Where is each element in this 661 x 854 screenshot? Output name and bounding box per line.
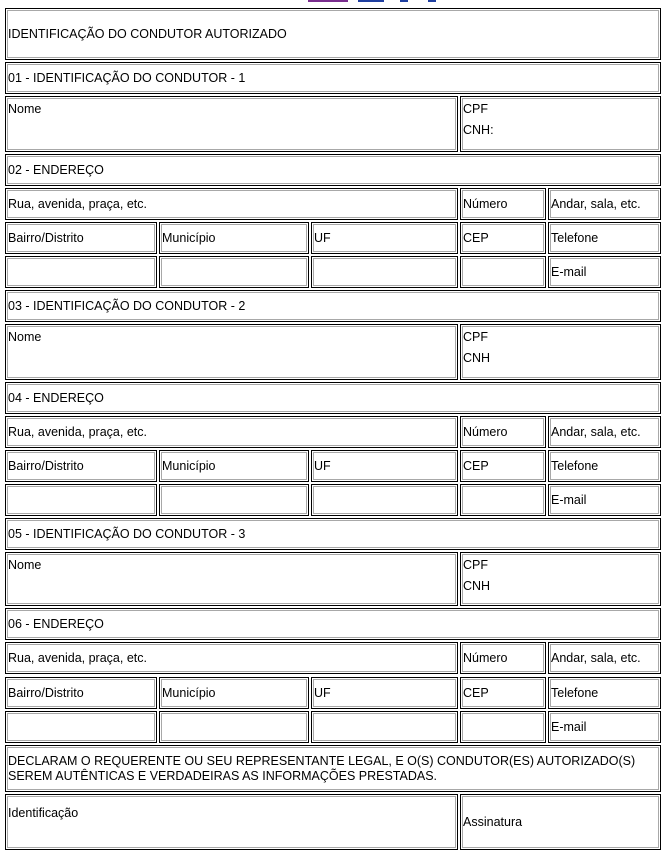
andar-label: Andar, sala, etc.: [551, 197, 641, 211]
assinatura-label: Assinatura: [463, 815, 523, 829]
rua-field-1[interactable]: [5, 188, 458, 220]
email-label: E-mail: [551, 493, 587, 507]
municipio-label: Município: [162, 231, 216, 245]
cep-input-1[interactable]: [460, 256, 546, 288]
cpf-label: CPF: [463, 330, 488, 344]
section-header-endereco-2: 04 - ENDEREÇO: [5, 382, 661, 414]
andar-label: Andar, sala, etc.: [551, 651, 641, 665]
nome-field-1[interactable]: [5, 96, 458, 152]
assinatura-field[interactable]: [460, 794, 661, 850]
section-header-condutor-1: 01 - IDENTIFICAÇÃO DO CONDUTOR - 1: [5, 62, 661, 94]
andar-field-3[interactable]: [548, 642, 661, 674]
telefone-field-2[interactable]: [548, 450, 661, 482]
numero-label: Número: [463, 425, 508, 439]
nome-label: Nome: [8, 330, 42, 344]
email-field-2[interactable]: [548, 484, 661, 516]
bairro-field-1[interactable]: [5, 222, 157, 254]
section-header-condutor-3: 05 - IDENTIFICAÇÃO DO CONDUTOR - 3: [5, 518, 661, 550]
email-field-3[interactable]: [548, 711, 661, 743]
uf-input-3[interactable]: [311, 711, 458, 743]
cep-input-2[interactable]: [460, 484, 546, 516]
bairro-input-2[interactable]: [5, 484, 157, 516]
numero-label: Número: [463, 651, 508, 665]
email-label: E-mail: [551, 720, 587, 734]
cep-field-3[interactable]: [460, 677, 546, 709]
section-header-endereco-1: 02 - ENDEREÇO: [5, 154, 661, 186]
nome-label: Nome: [8, 102, 42, 116]
cutoff-mark: [428, 0, 436, 2]
cnh-label: CNH: [463, 579, 491, 593]
andar-field-1[interactable]: [548, 188, 661, 220]
uf-label: UF: [314, 231, 331, 245]
nome-label: Nome: [8, 558, 42, 572]
numero-label: Número: [463, 197, 508, 211]
cep-field-2[interactable]: [460, 450, 546, 482]
section-header-endereco-3: 06 - ENDEREÇO: [5, 608, 661, 640]
telefone-field-3[interactable]: [548, 677, 661, 709]
uf-field-3[interactable]: [311, 677, 458, 709]
telefone-label: Telefone: [551, 231, 599, 245]
cpf-label: CPF: [463, 102, 488, 116]
cpf-label: CPF: [463, 558, 488, 572]
rua-field-2[interactable]: [5, 416, 458, 448]
cpf-cnh-field-3[interactable]: [460, 552, 661, 606]
email-label: E-mail: [551, 265, 587, 279]
cep-label: CEP: [463, 686, 489, 700]
bairro-label: Bairro/Distrito: [8, 459, 84, 473]
cutoff-mark: [400, 0, 408, 2]
form-title: IDENTIFICAÇÃO DO CONDUTOR AUTORIZADO: [5, 8, 661, 60]
municipio-input-3[interactable]: [159, 711, 309, 743]
bairro-input-3[interactable]: [5, 711, 157, 743]
numero-field-3[interactable]: [460, 642, 546, 674]
cpf-cnh-field-2[interactable]: [460, 324, 661, 380]
declaration-text: DECLARAM O REQUERENTE OU SEU REPRESENTANTE LEGAL, E O(S) CONDUTOR(ES) AUTORIZADO(S) SEREM AUTÊNTICAS E VERDADEIRAS AS INFORMAÇÕES PRESTADAS.: [5, 745, 661, 792]
municipio-label: Município: [162, 686, 216, 700]
andar-field-2[interactable]: [548, 416, 661, 448]
top-cutoff-marks: [0, 0, 661, 5]
uf-label: UF: [314, 459, 331, 473]
cnh-label: CNH: [463, 351, 491, 365]
cutoff-mark: [308, 0, 348, 2]
cep-input-3[interactable]: [460, 711, 546, 743]
numero-field-1[interactable]: [460, 188, 546, 220]
municipio-field-2[interactable]: [159, 450, 309, 482]
municipio-input-1[interactable]: [159, 256, 309, 288]
cep-label: CEP: [463, 459, 489, 473]
email-field-1[interactable]: [548, 256, 661, 288]
rua-field-3[interactable]: [5, 642, 458, 674]
section-header-condutor-2: 03 - IDENTIFICAÇÃO DO CONDUTOR - 2: [5, 290, 661, 322]
cpf-cnh-field-1[interactable]: [460, 96, 661, 152]
municipio-field-3[interactable]: [159, 677, 309, 709]
nome-field-3[interactable]: [5, 552, 458, 606]
numero-field-2[interactable]: [460, 416, 546, 448]
municipio-field-1[interactable]: [159, 222, 309, 254]
cep-label: CEP: [463, 231, 489, 245]
uf-input-2[interactable]: [311, 484, 458, 516]
bairro-field-3[interactable]: [5, 677, 157, 709]
uf-field-2[interactable]: [311, 450, 458, 482]
telefone-field-1[interactable]: [548, 222, 661, 254]
uf-field-1[interactable]: [311, 222, 458, 254]
telefone-label: Telefone: [551, 686, 599, 700]
cnh-label: CNH:: [463, 123, 494, 137]
bairro-label: Bairro/Distrito: [8, 231, 84, 245]
municipio-label: Município: [162, 459, 216, 473]
nome-field-2[interactable]: [5, 324, 458, 380]
rua-label: Rua, avenida, praça, etc.: [8, 197, 147, 211]
bairro-field-2[interactable]: [5, 450, 157, 482]
bairro-input-1[interactable]: [5, 256, 157, 288]
telefone-label: Telefone: [551, 459, 599, 473]
rua-label: Rua, avenida, praça, etc.: [8, 651, 147, 665]
municipio-input-2[interactable]: [159, 484, 309, 516]
uf-input-1[interactable]: [311, 256, 458, 288]
cutoff-mark: [358, 0, 384, 2]
identificacao-label: Identificação: [8, 806, 79, 820]
uf-label: UF: [314, 686, 331, 700]
cep-field-1[interactable]: [460, 222, 546, 254]
rua-label: Rua, avenida, praça, etc.: [8, 425, 147, 439]
bairro-label: Bairro/Distrito: [8, 686, 84, 700]
andar-label: Andar, sala, etc.: [551, 425, 641, 439]
identificacao-field[interactable]: [5, 794, 458, 850]
